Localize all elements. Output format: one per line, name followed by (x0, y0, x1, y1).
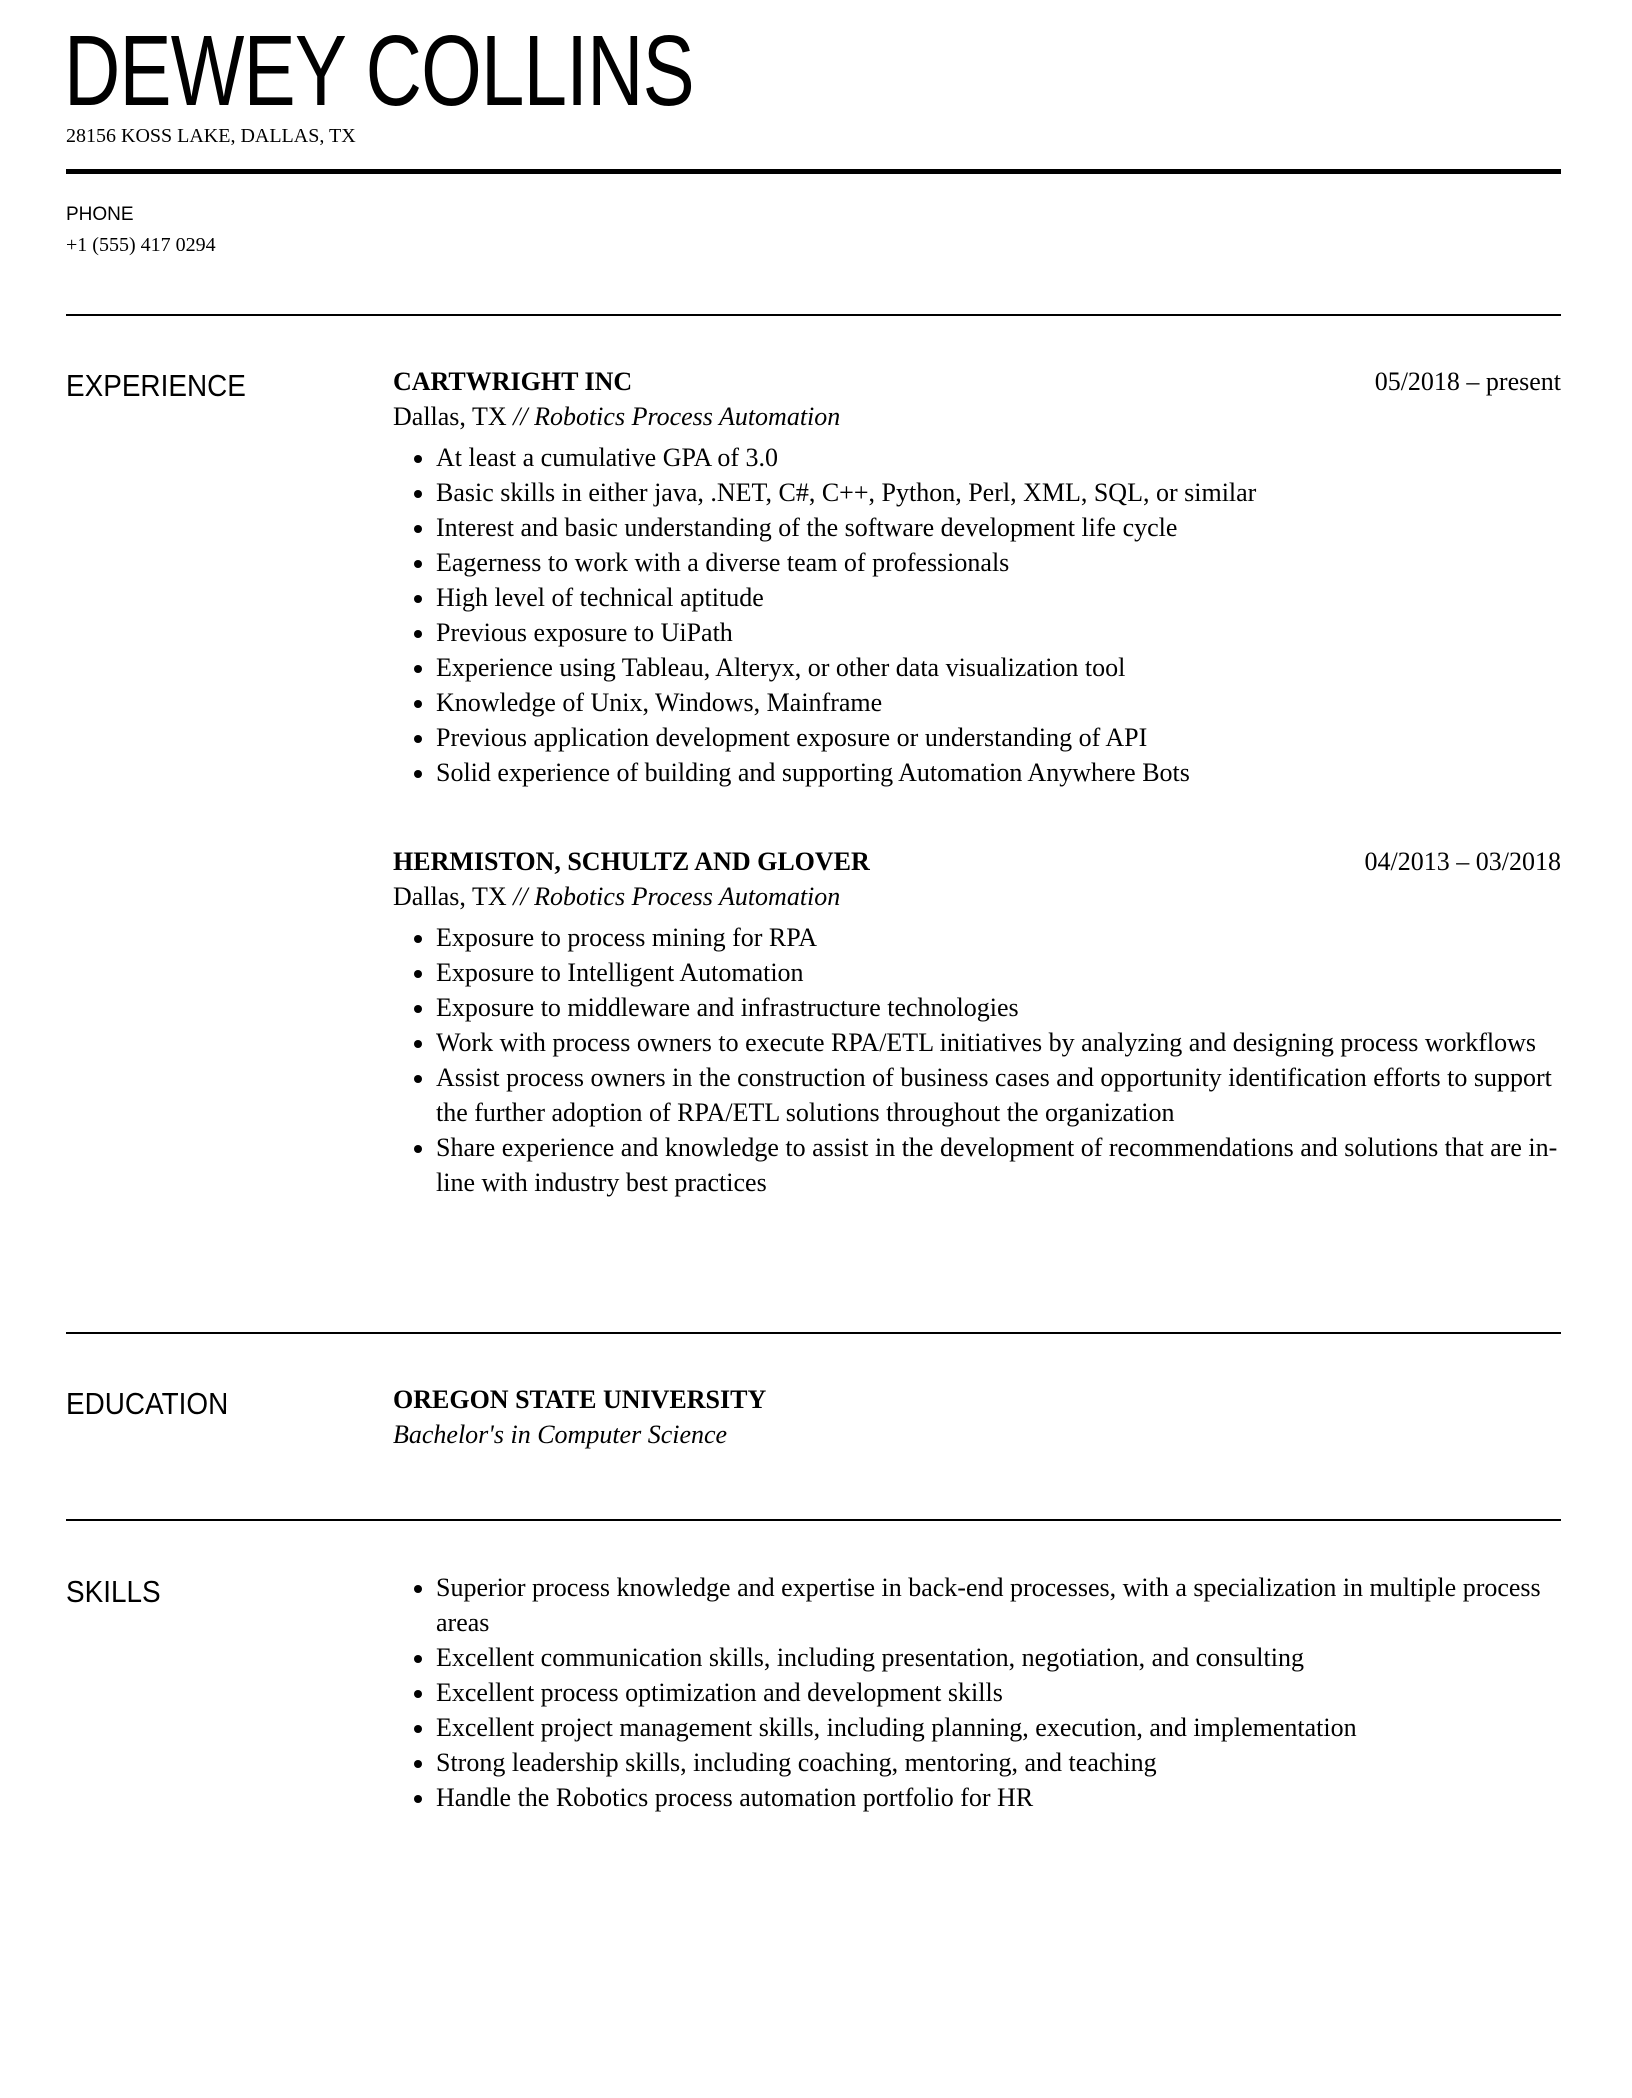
job-location: Dallas, TX (393, 402, 507, 431)
skill-item: • Excellent communication skills, including presentation, negotiation, and consulting (436, 1640, 1561, 1675)
education-section (393, 1382, 1561, 1452)
job-role: Robotics Process Automation (534, 882, 841, 911)
bullet: • Exposure to process mining for RPA (436, 920, 1561, 955)
job-location: Dallas, TX (393, 882, 507, 911)
candidate-name: DEWEY COLLINS (64, 15, 694, 127)
skill-item: • Excellent project management skills, including planning, execution, and implementation (436, 1710, 1561, 1745)
separator: // (506, 882, 535, 911)
skill-item: • Excellent process optimization and development skills (436, 1675, 1561, 1710)
bullet: • Interest and basic understanding of the software development life cycle (436, 510, 1561, 545)
job-entry (393, 364, 1561, 790)
job-dates: 04/2013 – 03/2018 (1364, 847, 1561, 876)
address: 28156 KOSS LAKE, DALLAS, TX (66, 125, 356, 147)
bullet: • Solid experience of building and supporting Automation Anywhere Bots (436, 755, 1561, 790)
bullet: • Eagerness to work with a diverse team of professionals (436, 545, 1561, 580)
bullet: • Experience using Tableau, Alteryx, or other data visualization tool (436, 650, 1561, 685)
bullet: • Share experience and knowledge to assist in the development of recommendations and solutions that are in-line with industry best practices (436, 1130, 1561, 1200)
skill-item: • Strong leadership skills, including coaching, mentoring, and teaching (436, 1745, 1561, 1780)
skills-section (393, 1564, 1561, 1815)
section-divider (66, 1332, 1561, 1334)
job-bullets (393, 920, 1561, 1200)
bullet: • Previous application development exposure or understanding of API (436, 720, 1561, 755)
skill-item: • Handle the Robotics process automation portfolio for HR (436, 1780, 1561, 1815)
bullet: • At least a cumulative GPA of 3.0 (436, 440, 1561, 475)
bullet: • High level of technical aptitude (436, 580, 1561, 615)
bullet: • Work with process owners to execute RPA/ETL initiatives by analyzing and designing process workflows (436, 1025, 1561, 1060)
job-role: Robotics Process Automation (534, 402, 841, 431)
company-name: HERMISTON, SCHULTZ AND GLOVER (393, 847, 870, 876)
education-heading: EDUCATION (66, 1386, 229, 1421)
job-subtitle (393, 879, 1561, 914)
job-subtitle (393, 399, 1561, 434)
bullet: • Exposure to middleware and infrastructure technologies (436, 990, 1561, 1025)
header-divider (66, 169, 1561, 174)
separator: // (506, 402, 535, 431)
skills-heading: SKILLS (66, 1574, 161, 1609)
skills-list (393, 1570, 1561, 1815)
phone-label: PHONE (66, 204, 134, 225)
bullet: • Previous exposure to UiPath (436, 615, 1561, 650)
job-bullets (393, 440, 1561, 790)
degree: Bachelor's in Computer Science (393, 1420, 728, 1449)
company-name: CARTWRIGHT INC (393, 367, 633, 396)
bullet: • Knowledge of Unix, Windows, Mainframe (436, 685, 1561, 720)
bullet: • Exposure to Intelligent Automation (436, 955, 1561, 990)
experience-section (393, 364, 1561, 1200)
job-entry (393, 844, 1561, 1200)
school-name: OREGON STATE UNIVERSITY (393, 1385, 767, 1414)
bullet: • Assist process owners in the construction of business cases and opportunity identification efforts to support the further adoption of RPA/ETL solutions throughout the organization (436, 1060, 1561, 1130)
job-dates: 05/2018 – present (1374, 367, 1561, 396)
section-divider (66, 1519, 1561, 1521)
section-divider (66, 314, 1561, 316)
skill-item: • Superior process knowledge and expertise in back-end processes, with a specialization in multiple process areas (436, 1570, 1561, 1640)
bullet: • Basic skills in either java, .NET, C#, C++, Python, Perl, XML, SQL, or similar (436, 475, 1561, 510)
phone-number: +1 (555) 417 0294 (66, 234, 216, 256)
experience-heading: EXPERIENCE (66, 368, 246, 403)
